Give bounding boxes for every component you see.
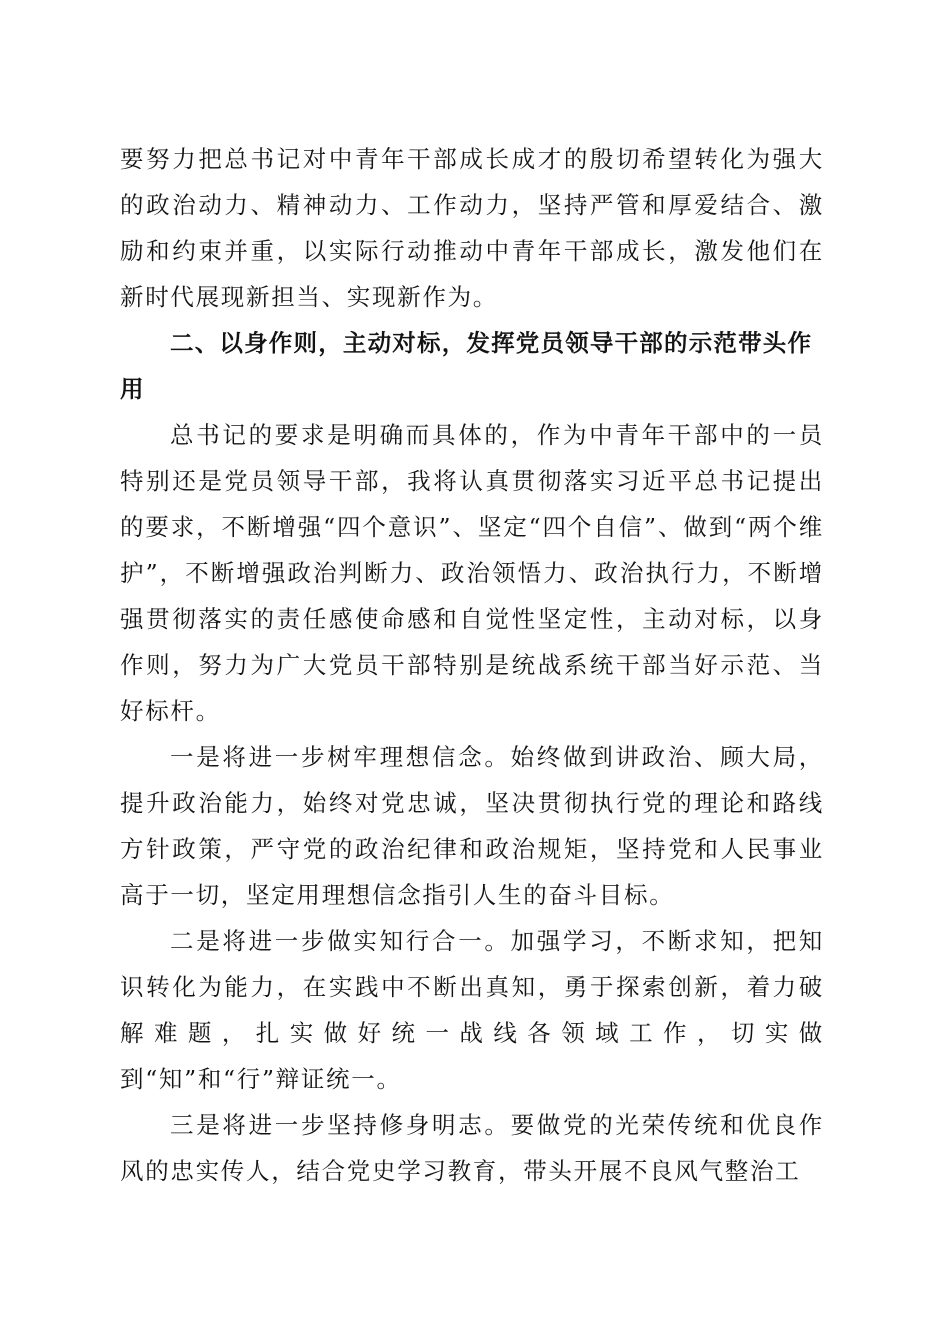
section-heading [120, 320, 824, 412]
body-paragraph-2 [120, 412, 824, 734]
paragraph-text: 要做党的光荣传统和优良作风的忠实传人，结合党史学习教育，带头开展不良风气整治工 [120, 1111, 824, 1185]
document-page [120, 136, 824, 1194]
paragraph-lead: 二是将进一步做实知行合一。 [170, 927, 511, 955]
body-paragraph-1 [120, 136, 824, 320]
paragraph-lead: 一是将进一步树牢理想信念。 [170, 743, 511, 771]
paragraph-text: 始终做到讲政治、顾大局，提升政治能力，始终对党忠诚，坚决贯彻执行党的理论和路线方针政策，严守党的政治纪律和政治规矩，坚持党和人民事业高于一切，坚定用理想信念指引人生的奋斗目标。 [120, 743, 824, 909]
paragraph-text: 加强学习，不断求知，把知识转化为能力，在实践中不断出真知，勇于探索创新，着力破解难题，扎实做好统一战线各领域工作，切实做到“知”和“行”辩证统一。 [120, 927, 824, 1093]
paragraph-text: 总书记的要求是明确而具体的，作为中青年干部中的一员特别还是党员领导干部，我将认真贯彻落实习近平总书记提出的要求，不断增强“四个意识”、坚定“四个自信”、做到“两个维护”，不断增强政治判断力、政治领悟力、政治执行力，不断增强贯彻落实的责任感使命感和自觉性坚定性，主动对标，以身作则，努力为广大党员干部特别是统战系统干部当好示范、当好标杆。 [120, 421, 824, 725]
body-paragraph-4 [120, 918, 824, 1102]
paragraph-lead: 三是将进一步坚持修身明志。 [170, 1111, 511, 1139]
heading-text: 二、以身作则，主动对标，发挥党员领导干部的示范带头作用 [120, 329, 813, 403]
paragraph-text: 要努力把总书记对中青年干部成长成才的殷切希望转化为强大的政治动力、精神动力、工作动力，坚持严管和厚爱结合、激励和约束并重，以实际行动推动中青年干部成长，激发他们在新时代展现新担当、实现新作为。 [120, 145, 824, 311]
body-paragraph-3 [120, 734, 824, 918]
body-paragraph-5 [120, 1102, 824, 1194]
